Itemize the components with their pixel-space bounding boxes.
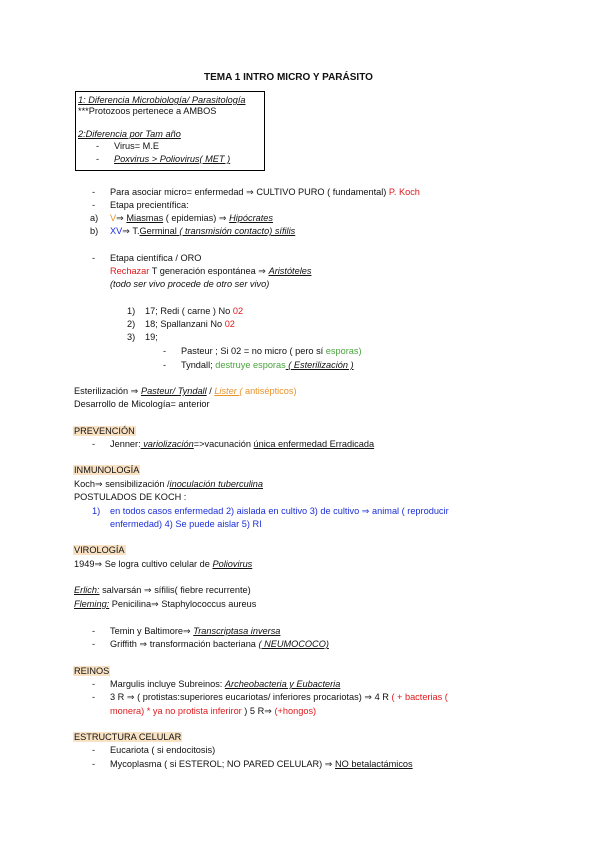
margulis-line (110, 678, 340, 690)
text: Margulis incluye Subreinos: (110, 679, 225, 689)
eukaryote-line: Eucariota ( si endocitosis) (110, 745, 216, 755)
redi-line (145, 305, 243, 317)
kingdoms-line-2 (110, 705, 316, 717)
list-label: 1) (92, 506, 101, 516)
text: ⇒ T. (122, 226, 140, 236)
koch-ref: P. Koch (388, 187, 420, 197)
pasteur-line (181, 345, 362, 357)
kingdoms-line-1 (110, 691, 448, 703)
germinal-line (110, 225, 295, 237)
text: Aristóteles (268, 266, 312, 276)
prescientific-line: Etapa precientífica: (110, 200, 189, 210)
text: Germinal (139, 226, 177, 236)
text: Poliovirus (212, 559, 253, 569)
bullet: - (92, 679, 96, 689)
box-line-2: ***Protozoos pertenece a AMBOS (78, 106, 217, 116)
section-heading-kingdoms (73, 665, 110, 677)
era-xv: XV (110, 226, 123, 236)
postulates-line-1: en todos casos enfermedad 2) aislada en cultivo 3) de cultivo ⇒ animal ( reproducir (110, 506, 449, 516)
text: destruye esporas (215, 360, 286, 370)
list-label: 3) (127, 332, 136, 342)
bullet: - (163, 360, 167, 370)
text: 18; Spallanzani No (145, 319, 225, 329)
bullet: - (96, 154, 100, 164)
text: ( epidemias) ⇒ (163, 213, 230, 223)
box-line-5: Poxvirus > Poliovirus( MET ) (114, 154, 231, 164)
text: 17; Redi ( carne ) No (145, 306, 233, 316)
erlich-line (74, 584, 251, 596)
spallanzani-line (145, 318, 235, 330)
bullet: - (163, 346, 167, 356)
text: monera) * ya no protista inferiror (110, 706, 245, 716)
text: Rechazar (110, 266, 150, 276)
bullet: - (92, 759, 96, 769)
mycology-line: Desarrollo de Micología= anterior (74, 399, 210, 409)
text: Miasmas (126, 213, 164, 223)
century-19-line: 19; (145, 332, 158, 342)
text: ⇒ (116, 213, 127, 223)
bullet: - (92, 439, 96, 449)
reject-line (110, 265, 311, 277)
scientific-line: Etapa científica / ORO (110, 253, 202, 263)
text: ) 5 R⇒ (244, 706, 275, 716)
era-v: V (110, 213, 117, 223)
list-label: 2) (127, 319, 136, 329)
postulates-line-2: enfermedad) 4) Se puede aislar 5) RI (110, 519, 262, 529)
text: única enfermedad Erradicada (253, 439, 375, 449)
text: Griffith ⇒ transformación bacteriana (110, 639, 259, 649)
text: salvarsán ⇒ sífilis( fiebre recurrente) (99, 585, 251, 595)
text: Mycoplasma ( si ESTEROL; NO PARED CELULAR) ⇒ (110, 759, 336, 769)
bullet: - (92, 187, 96, 197)
text: variolización (140, 439, 194, 449)
section-heading-cell-structure (73, 731, 182, 743)
text: Penicilina⇒ Staphylococcus aureus (109, 599, 257, 609)
text: antisépticos) (242, 386, 297, 396)
page-title: TEMA 1 INTRO MICRO Y PARÁSITO (204, 72, 373, 83)
text: ( Esterilización ) (285, 360, 354, 370)
text: (+hongos) (274, 706, 317, 716)
text: inoculación tuberculina (169, 479, 264, 489)
polio-culture-line (74, 558, 252, 570)
bullet: - (92, 253, 96, 263)
text: Hipócrates (229, 213, 273, 223)
text: REINOS (74, 666, 110, 676)
text: / (206, 386, 215, 396)
sterilization-line (74, 385, 297, 397)
text: Esterilización ⇒ (74, 386, 141, 396)
section-heading-prevention (73, 425, 136, 437)
list-label: 1) (127, 306, 136, 316)
text: ( NEUMOCOCO) (258, 639, 329, 649)
text: esporas) (325, 346, 362, 356)
text: ESTRUCTURA CELULAR (74, 732, 182, 742)
bullet: - (92, 626, 96, 636)
text: 3 R ⇒ ( protistas:superiores eucariotas/ inferiores procariotas) ⇒ 4 R (110, 692, 392, 702)
fleming-line (74, 598, 256, 610)
bullet: - (92, 745, 96, 755)
text: 02 (232, 306, 244, 316)
bullet: - (96, 141, 100, 151)
bullet: - (92, 692, 96, 702)
text: PREVENCIÓN (74, 426, 135, 436)
tyndall-line (181, 359, 354, 371)
miasmas-line (110, 212, 273, 224)
reject-note: (todo ser vivo procede de otro ser vivo) (110, 279, 270, 289)
text: Archeobacteria y Eubacteria (224, 679, 341, 689)
text: ( transmisión contacto) sífilis (176, 226, 296, 236)
bullet: - (92, 639, 96, 649)
culture-line (110, 186, 420, 198)
text: =>vacunación (193, 439, 254, 449)
text: Erlich: (74, 585, 100, 595)
culture-text: Para asociar micro= enfermedad ⇒ CULTIVO PURO ( fundamental) (110, 187, 389, 197)
text: Jenner: (110, 439, 141, 449)
box-line-3: 2:Diferencia por Tam año (78, 129, 181, 139)
temin-line (110, 625, 280, 637)
text: ( + bacterias ( (391, 692, 448, 702)
list-label: b) (90, 226, 99, 236)
text: Koch⇒ sensibilización / (74, 479, 170, 489)
text: VIROLOGÍA (74, 545, 125, 555)
text: Lister ( (214, 386, 243, 396)
text: 1949⇒ Se logra cultivo celular de (74, 559, 213, 569)
jenner-line (110, 438, 374, 450)
koch-postulates-title: POSTULADOS DE KOCH : (74, 492, 187, 502)
text: Transcriptasa inversa (193, 626, 281, 636)
text: NO betalactámicos (335, 759, 413, 769)
section-heading-immunology (73, 464, 140, 476)
griffith-line (110, 638, 329, 650)
text: Pasteur ; Si 02 = no micro ( pero sí (181, 346, 326, 356)
box-line-1: 1: Diferencia Microbiología/ Parasitología (78, 95, 246, 105)
bullet: - (92, 200, 96, 210)
text: INMUNOLOGÍA (74, 465, 140, 475)
text: T generación espontánea ⇒ (149, 266, 269, 276)
text: Pasteur/ Tyndall (140, 386, 207, 396)
text: Temin y Baltimore⇒ (110, 626, 194, 636)
list-label: a) (90, 213, 99, 223)
text: Tyndall; (181, 360, 216, 370)
koch-sensitization-line (74, 478, 263, 490)
section-heading-virology (73, 544, 126, 556)
text: Fleming: (74, 599, 110, 609)
box-line-4: Virus= M.E (114, 141, 160, 151)
text: 02 (224, 319, 235, 329)
mycoplasma-line (110, 758, 413, 770)
